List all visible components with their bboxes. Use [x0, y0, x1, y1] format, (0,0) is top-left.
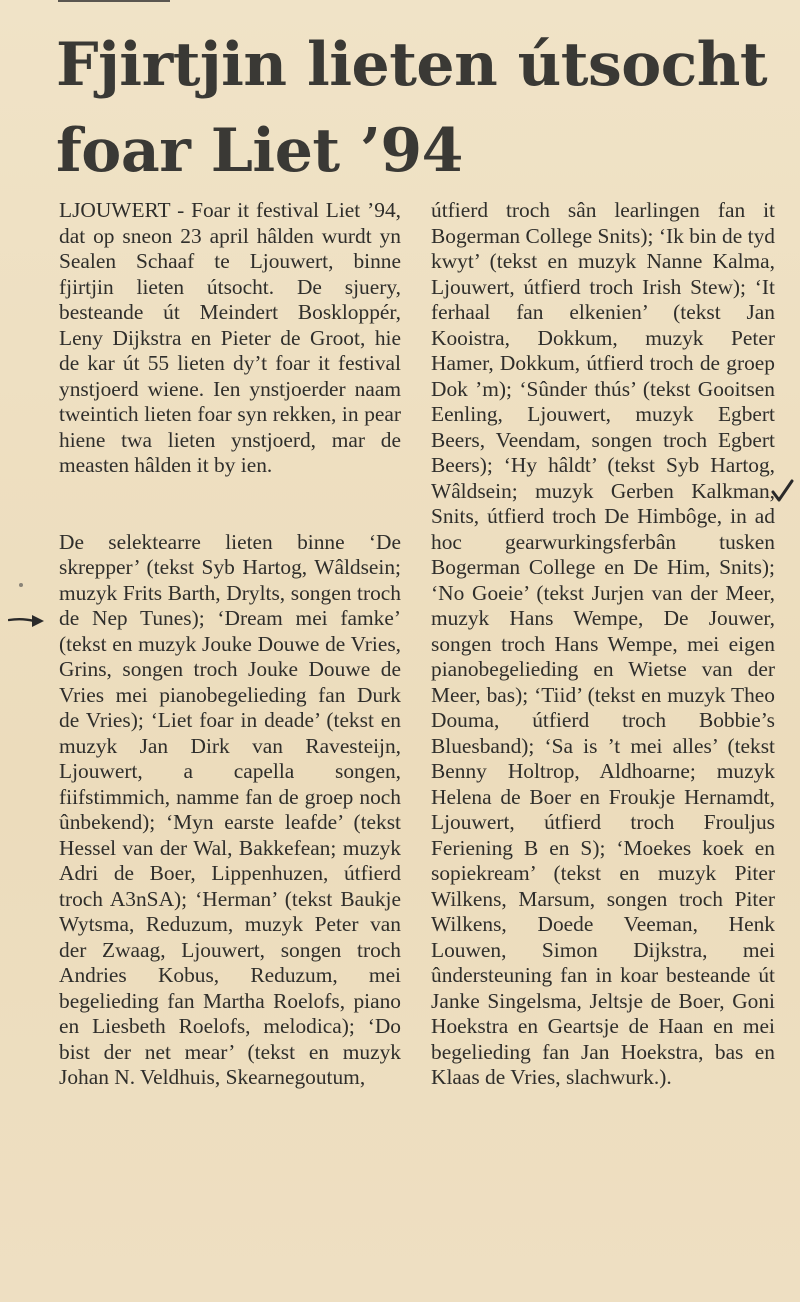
top-rule	[58, 0, 170, 2]
paragraph-spacer	[59, 479, 401, 530]
song-list-continued-paragraph: útfierd troch sân learlingen fan it Bogerman College Snits); ‘Ik bin de tyd kwyt’ (tekst en muzyk Nanne Kalma, Ljouwert, útfierd troch Irish Stew); ‘It ferhaal fan elkenien’ (tekst Jan Kooistra, Dokkum, muzyk Peter Hamer, Dokkum, útfierd troch de groep Dok ’m); ‘Sûnder thús’ (tekst Gooitsen Eenling, Ljouwert, muzyk Egbert Beers, Veendam, songen troch Egbert Beers); ‘Hy hâldt’ (tekst Syb Hartog, Wâldsein; muzyk Gerben Kalkman, Snits, útfierd troch De Himbôge, in ad hoc gearwurkingsferbân tusken Bogerman College en De Him, Snits); ‘No Goeie’ (tekst Jurjen van der Meer, muzyk Hans Wempe, De Jouwer, songen troch Hans Wempe, mei eigen pianobegelieding en Wietse van der Meer, bas); ‘Tiid’ (tekst en muzyk Theo Douma, útfierd troch Bobbie’s Bluesband); ‘Sa is ’t mei alles’ (tekst Benny Holtrop, Aldhoarne; muzyk Helena de Boer en Froukje Hernamdt, Ljouwert, útfierd troch Frouljus Feriening B en S); ‘Moekes koek en sopiekream’ (tekst en muzyk Piter Wilkens, Marsum, songen troch Piter Wilkens, Doede Veeman, Henk Louwen, Simon Dijkstra, mei ûndersteuning fan in koar besteande út Janke Singelsma, Jeltsje de Boer, Goni Hoekstra en Geartsje de Haan en mei begelieding fan Jan Hoekstra, bas en Klaas de Vries, slachwurk.).	[431, 198, 775, 1089]
pen-tick-icon	[770, 478, 796, 506]
article-column-left	[59, 198, 401, 1091]
song-list-paragraph: De selektearre lieten binne ‘De skrepper’ (tekst Syb Hartog, Wâldsein; muzyk Frits Barth, Drylts, songen troch de Nep Tunes); ‘Dream mei famke’ (tekst en muzyk Jouke Douwe de Vries, Grins, songen troch Jouke Douwe de Vries mei pianobegelieding fan Durk de Vries); ‘Liet foar in deade’ (tekst en muzyk Jan Dirk van Ravesteijn, Ljouwert, a capella songen, fiifstimmich, namme fan de groep noch ûnbekend); ‘Myn earste leafde’ (tekst Hessel van der Wal, Bakkefean; muzyk Adri de Boer, Lippenhuzen, útfierd troch A3nSA); ‘Herman’ (tekst Baukje Wytsma, Reduzum, muzyk Peter van der Zwaag, Ljouwert, songen troch Andries Kobus, Reduzum, mei begelieding fan Martha Roelofs, piano en Liesbeth Roelofs, melodica); ‘Do bist der net mear’ (tekst en muzyk Johan N. Veldhuis, Skearnegoutum,	[59, 529, 401, 1089]
hand-drawn-arrow-icon	[8, 611, 48, 631]
ink-dot	[19, 583, 23, 587]
article-headline: Fjirtjin lieten útsocht foar Liet ’94	[56, 30, 768, 186]
article-column-right	[431, 198, 775, 1091]
intro-paragraph: LJOUWERT - Foar it festival Liet ’94, dat op sneon 23 april hâlden wurdt yn Sealen Schaaf te Ljouwert, binne fjirtjin lieten útsocht. De sjuery, besteande út Meindert Boskloppér, Leny Dijkstra en Pieter de Groot, hie de kar út 55 lieten dy’t foar it festival ynstjoerd wiene. Ien ynstjoerder naam tweintich lieten foar syn rekken, in pear hiene twa lieten ynstjoerd, mar de measten hâlden it by ien.	[59, 198, 401, 477]
